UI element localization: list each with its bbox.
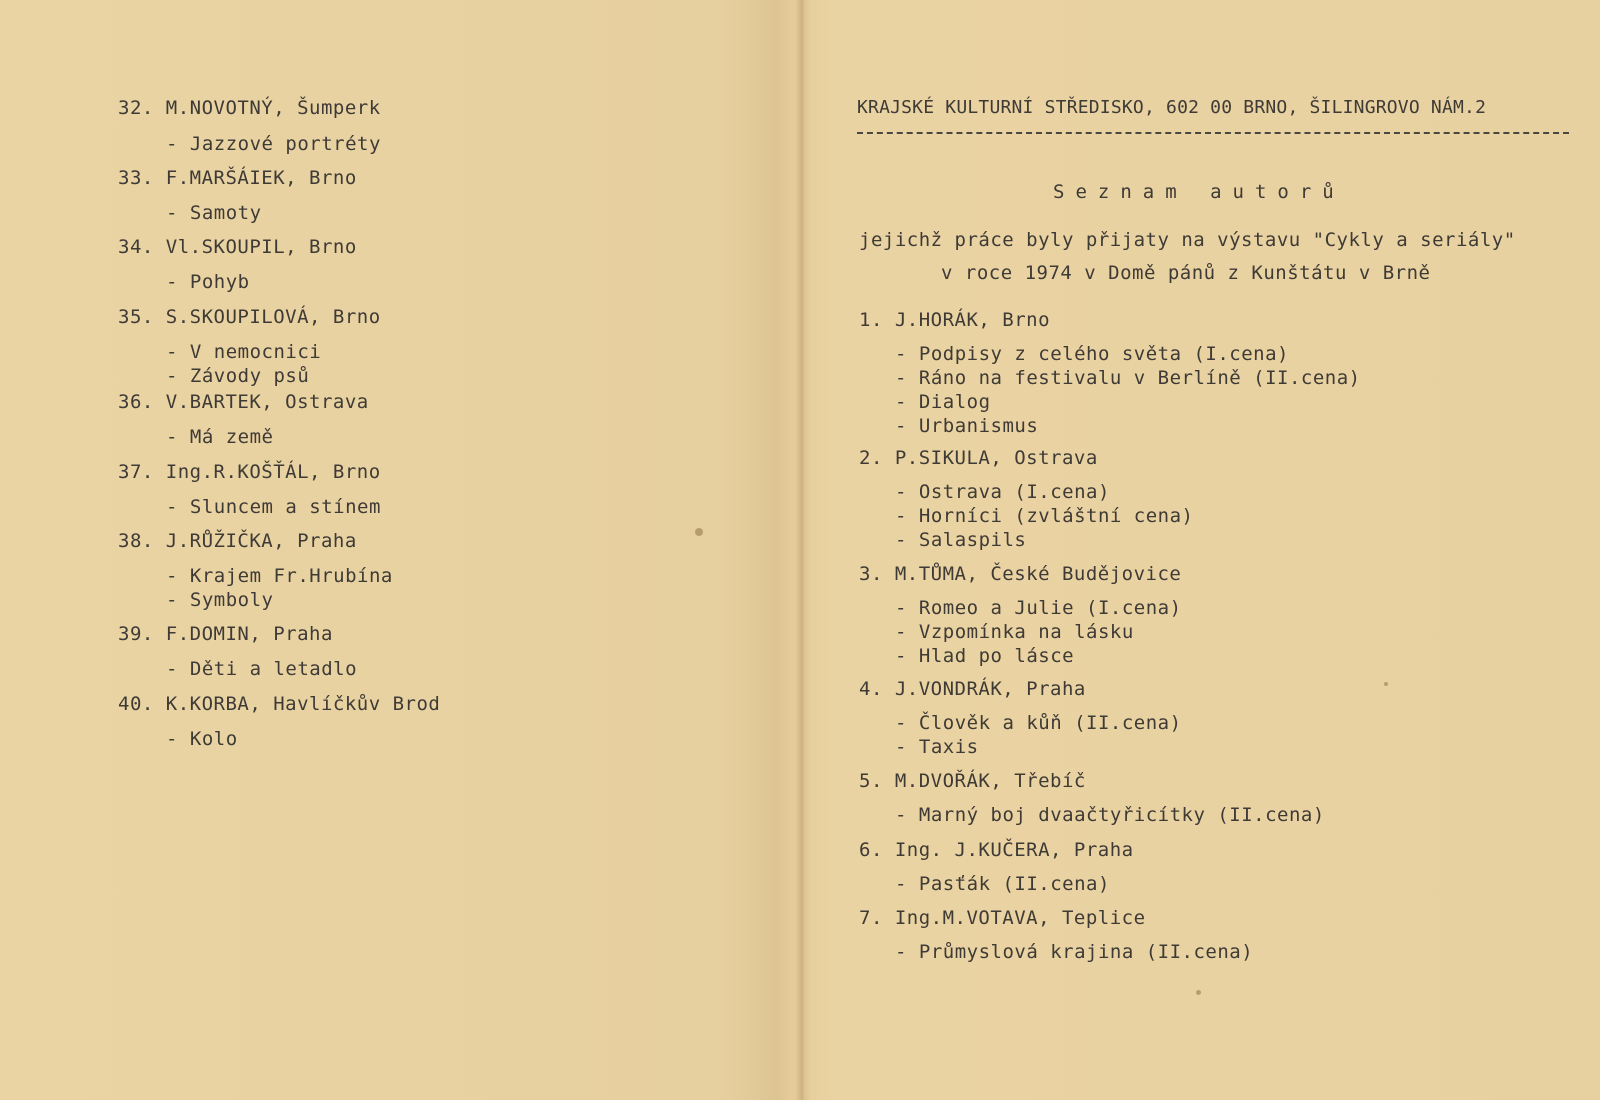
work-title: - Krajem Fr.Hrubína xyxy=(166,565,393,587)
work-title: - Dialog xyxy=(895,391,991,413)
work-title: - Taxis xyxy=(895,736,979,758)
work-title: - Salaspils xyxy=(895,529,1027,551)
author-name: 35. S.SKOUPILOVÁ, Brno xyxy=(118,306,381,328)
work-title: - Jazzové portréty xyxy=(166,133,381,155)
works-list xyxy=(811,803,1600,827)
work-title: - Vzpomínka na lásku xyxy=(895,621,1134,643)
author-entry xyxy=(811,769,1600,827)
works-list xyxy=(811,342,1600,438)
works-list xyxy=(0,340,795,388)
work-title: - Urbanismus xyxy=(895,415,1039,437)
author-entry xyxy=(0,305,795,388)
letterhead: KRAJSKÉ KULTURNÍ STŘEDISKO, 602 00 BRNO, ŠILINGROVO NÁM.2 xyxy=(857,97,1487,118)
works-list xyxy=(0,270,795,294)
works-list xyxy=(0,425,795,449)
author-name: 7. Ing.M.VOTAVA, Teplice xyxy=(859,907,1146,929)
works-list xyxy=(811,711,1600,759)
author-entry xyxy=(0,622,795,681)
work-title: - Romeo a Julie (I.cena) xyxy=(895,597,1182,619)
work-title: - Marný boj dvaačtyřicítky (II.cena) xyxy=(895,804,1325,826)
work-title: - Sluncem a stínem xyxy=(166,496,381,518)
work-title: - Symboly xyxy=(166,589,274,611)
work-title: - Průmyslová krajina (II.cena) xyxy=(895,941,1254,963)
work-title: - Člověk a kůň (II.cena) xyxy=(895,712,1182,734)
left-page xyxy=(0,0,795,1100)
author-entry xyxy=(811,308,1600,438)
author-name: 40. K.KORBA, Havlíčkův Brod xyxy=(118,693,441,715)
author-entry xyxy=(811,906,1600,964)
work-title: - Ráno na festivalu v Berlíně (II.cena) xyxy=(895,367,1361,389)
works-list xyxy=(811,940,1600,964)
subtitle-line-1: jejichž práce byly přijaty na výstavu "Cykly a seriály" xyxy=(859,229,1516,251)
author-entry xyxy=(0,460,795,519)
work-title: - Děti a letadlo xyxy=(166,658,358,680)
author-entry xyxy=(0,166,795,225)
author-name: 32. M.NOVOTNÝ, Šumperk xyxy=(118,97,381,119)
author-name: 5. M.DVOŘÁK, Třebíč xyxy=(859,770,1086,792)
works-list xyxy=(0,727,795,751)
work-title: - V nemocnici xyxy=(166,341,322,363)
works-list xyxy=(811,596,1600,668)
author-entry xyxy=(811,562,1600,668)
work-title: - Závody psů xyxy=(166,365,310,387)
work-title: - Horníci (zvláštní cena) xyxy=(895,505,1194,527)
author-entry xyxy=(811,838,1600,896)
author-name: 2. P.SIKULA, Ostrava xyxy=(859,447,1098,469)
works-list xyxy=(811,480,1600,552)
author-entry xyxy=(0,235,795,294)
works-list xyxy=(0,495,795,519)
author-name: 33. F.MARŠÁIEK, Brno xyxy=(118,167,357,189)
letterhead-rule xyxy=(857,132,1569,134)
author-entry xyxy=(0,96,795,156)
work-title: - Hlad po lásce xyxy=(895,645,1075,667)
author-entry xyxy=(0,529,795,612)
page-title: Seznam autorů xyxy=(1053,181,1345,203)
author-entry xyxy=(0,692,795,751)
work-title: - Ostrava (I.cena) xyxy=(895,481,1110,503)
work-title: - Pasťák (II.cena) xyxy=(895,873,1110,895)
author-name: 37. Ing.R.KOŠŤÁL, Brno xyxy=(118,461,381,483)
author-name: 6. Ing. J.KUČERA, Praha xyxy=(859,839,1134,861)
work-title: - Pohyb xyxy=(166,271,250,293)
works-list xyxy=(0,657,795,681)
author-name: 36. V.BARTEK, Ostrava xyxy=(118,391,369,413)
work-title: - Má země xyxy=(166,426,274,448)
work-title: - Kolo xyxy=(166,728,238,750)
author-entry xyxy=(0,390,795,449)
author-entry xyxy=(811,677,1600,759)
author-name: 3. M.TŮMA, České Budějovice xyxy=(859,563,1182,585)
author-name: 38. J.RŮŽIČKA, Praha xyxy=(118,530,357,552)
author-name: 39. F.DOMIN, Praha xyxy=(118,623,333,645)
works-list xyxy=(0,564,795,612)
works-list xyxy=(0,132,795,156)
work-title: - Podpisy z celého světa (I.cena) xyxy=(895,343,1289,365)
works-list xyxy=(811,872,1600,896)
right-page xyxy=(811,0,1600,1100)
author-name: 1. J.HORÁK, Brno xyxy=(859,309,1051,331)
author-name: 4. J.VONDRÁK, Praha xyxy=(859,678,1086,700)
subtitle-line-2: v roce 1974 v Domě pánů z Kunštátu v Brně xyxy=(941,262,1431,284)
work-title: - Samoty xyxy=(166,202,262,224)
author-entry xyxy=(811,446,1600,552)
author-name: 34. Vl.SKOUPIL, Brno xyxy=(118,236,357,258)
works-list xyxy=(0,201,795,225)
page-fold xyxy=(795,0,811,1100)
